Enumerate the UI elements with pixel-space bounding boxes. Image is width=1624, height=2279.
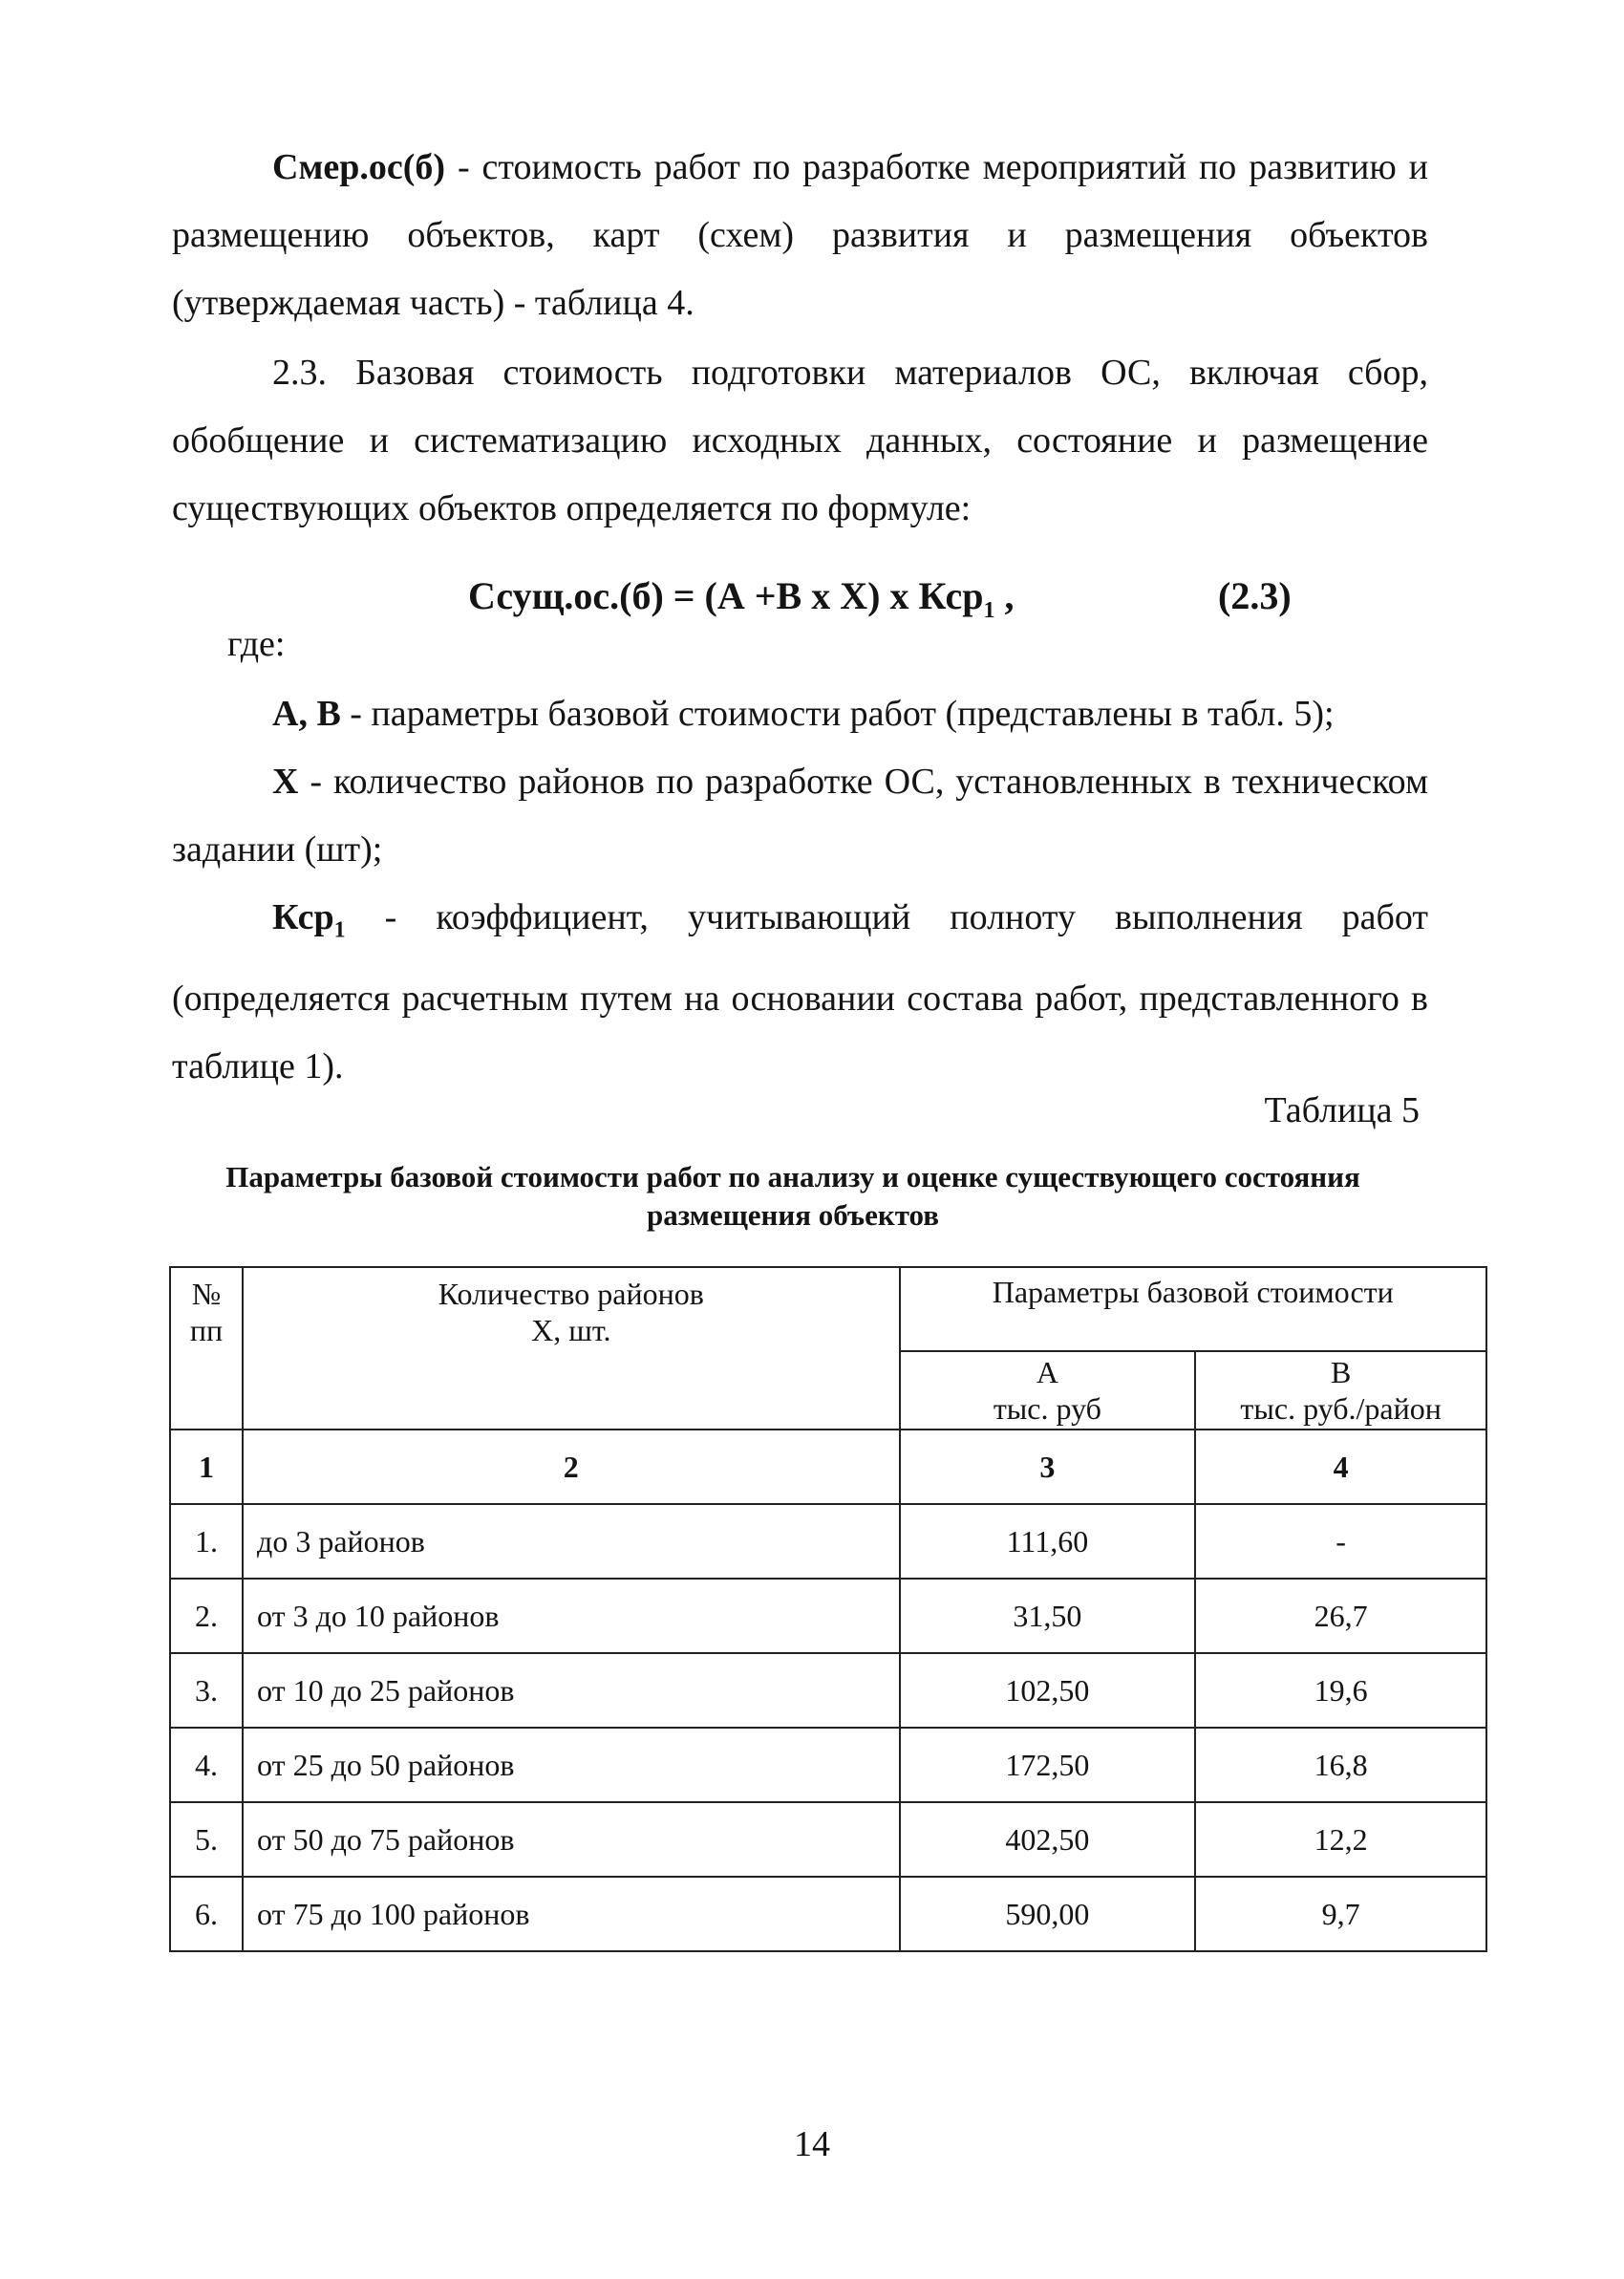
column-number: 4 bbox=[1195, 1430, 1486, 1504]
row-a: 111,60 bbox=[900, 1504, 1196, 1579]
formula bbox=[468, 573, 1014, 624]
row-a: 31,50 bbox=[900, 1579, 1196, 1653]
term-k: Кср bbox=[272, 897, 334, 937]
row-no: 4. bbox=[170, 1728, 243, 1802]
where-label: где: bbox=[227, 624, 286, 664]
row-b: - bbox=[1195, 1504, 1486, 1579]
paragraph-2-3: 2.3. Базовая стоимость подготовки материалов ОС, включая сбор, обобщение и систематизацию исходных данных, состояние и размещение существующих объектов определяется по формуле: bbox=[172, 353, 1428, 528]
header-no-line2: пп bbox=[189, 1313, 224, 1347]
term-k-subscript: 1 bbox=[333, 917, 346, 943]
term-smer-text: - стоимость работ по разработке мероприятий по развитию и размещению объектов, карт (схем) развития и размещения объектов (утверждаемая часть) - таблица 4. bbox=[172, 147, 1428, 323]
row-range: до 3 районов bbox=[243, 1504, 899, 1579]
row-no: 2. bbox=[170, 1579, 243, 1653]
header-a-line2: тыс. руб bbox=[993, 1391, 1101, 1426]
header-no bbox=[170, 1267, 243, 1430]
row-range: от 50 до 75 районов bbox=[243, 1802, 899, 1877]
header-a-line1: А bbox=[1036, 1355, 1058, 1389]
formula-tail: , bbox=[994, 574, 1015, 617]
row-b: 16,8 bbox=[1195, 1728, 1486, 1802]
row-no: 1. bbox=[170, 1504, 243, 1579]
table-header-row bbox=[170, 1267, 1486, 1351]
row-range: от 3 до 10 районов bbox=[243, 1579, 899, 1653]
term-a-b-text: - параметры базовой стоимости работ (представлены в табл. 5); bbox=[340, 694, 1335, 734]
definition-x bbox=[172, 748, 1428, 884]
row-no: 3. bbox=[170, 1653, 243, 1728]
table-row bbox=[170, 1877, 1486, 1951]
row-b: 19,6 bbox=[1195, 1653, 1486, 1728]
row-a: 172,50 bbox=[900, 1728, 1196, 1802]
row-range: от 10 до 25 районов bbox=[243, 1653, 899, 1728]
row-a: 102,50 bbox=[900, 1653, 1196, 1728]
row-no: 6. bbox=[170, 1877, 243, 1951]
row-a: 590,00 bbox=[900, 1877, 1196, 1951]
table-title: Параметры базовой стоимости работ по анализу и оценке существующего состояния размещения объектов bbox=[225, 1160, 1360, 1232]
page-number: 14 bbox=[794, 2124, 830, 2164]
row-b: 12,2 bbox=[1195, 1802, 1486, 1877]
row-b: 9,7 bbox=[1195, 1877, 1486, 1951]
header-params: Параметры базовой стоимости bbox=[900, 1267, 1487, 1351]
table-row bbox=[170, 1728, 1486, 1802]
table-row bbox=[170, 1504, 1486, 1579]
paragraph-smer-definition bbox=[172, 134, 1428, 337]
table-row bbox=[170, 1802, 1486, 1877]
row-range: от 25 до 50 районов bbox=[243, 1728, 899, 1802]
table-label: Таблица 5 bbox=[1264, 1090, 1420, 1130]
formula-main: Ссущ.ос.(б) = (А +В х Х) х Кср bbox=[468, 574, 984, 617]
definition-a-b bbox=[172, 680, 1428, 748]
formula-subscript: 1 bbox=[983, 598, 995, 623]
row-range: от 75 до 100 районов bbox=[243, 1877, 899, 1951]
table-row bbox=[170, 1653, 1486, 1728]
column-number-row bbox=[170, 1430, 1486, 1504]
header-count-line1: Количество районов bbox=[438, 1277, 704, 1311]
header-count bbox=[243, 1267, 899, 1430]
term-x-text: - количество районов по разработке ОС, установленных в техническом задании (шт); bbox=[172, 762, 1428, 870]
header-count-line2: Х, шт. bbox=[531, 1313, 611, 1347]
header-a bbox=[900, 1351, 1196, 1430]
header-b bbox=[1195, 1351, 1486, 1430]
column-number: 1 bbox=[170, 1430, 243, 1504]
header-b-line1: В bbox=[1330, 1355, 1352, 1389]
row-no: 5. bbox=[170, 1802, 243, 1877]
term-smer: Смер.ос(б) bbox=[272, 147, 446, 187]
row-a: 402,50 bbox=[900, 1802, 1196, 1877]
definition-k bbox=[172, 884, 1428, 1101]
header-b-line2: тыс. руб./район bbox=[1240, 1391, 1442, 1426]
header-no-line1: № bbox=[191, 1277, 222, 1311]
formula-number: (2.3) bbox=[1218, 574, 1292, 617]
table-row bbox=[170, 1579, 1486, 1653]
term-x: Х bbox=[272, 762, 299, 802]
term-a-b: А, В bbox=[272, 694, 341, 734]
parameters-table bbox=[169, 1266, 1487, 1952]
term-k-text: - коэффициент, учитывающий полноту выполнения работ (определяется расчетным путем на основании состава работ, представленного в таблице 1). bbox=[172, 897, 1428, 1086]
column-number: 2 bbox=[243, 1430, 899, 1504]
column-number: 3 bbox=[900, 1430, 1196, 1504]
row-b: 26,7 bbox=[1195, 1579, 1486, 1653]
